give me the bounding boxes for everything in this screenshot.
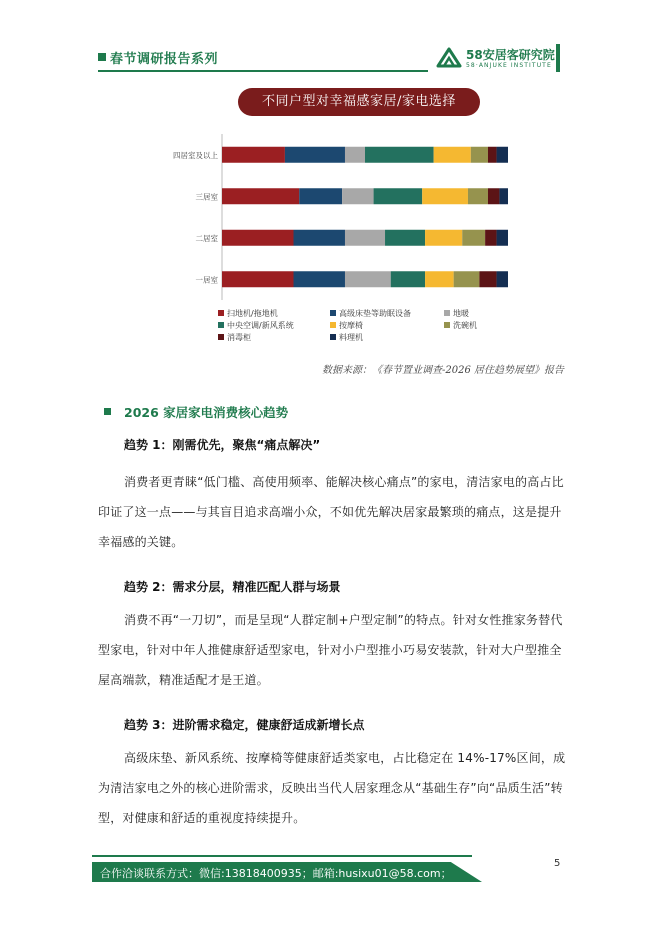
bar-segment (374, 188, 423, 204)
header-square-marker (98, 53, 106, 61)
report-series-title: 春节调研报告系列 (110, 52, 219, 67)
legend-item (330, 332, 363, 343)
category-label: 二居室 (195, 233, 218, 243)
chart-title: 不同户型对幸福感家居/家电选择 (238, 88, 480, 116)
legend-label: 地暖 (453, 309, 469, 318)
bar-segment (342, 188, 373, 204)
legend-swatch (444, 310, 450, 316)
bar-segment (425, 271, 454, 287)
legend-swatch (330, 334, 336, 340)
bar-segment (499, 188, 508, 204)
stacked-bar-chart (160, 128, 520, 304)
category-label: 一居室 (195, 275, 218, 285)
legend-item (218, 320, 294, 331)
category-label: 四居室及以上 (173, 150, 218, 160)
bar-segment (345, 147, 365, 163)
section-square-marker (104, 408, 111, 415)
bar-segment (391, 271, 425, 287)
legend-label: 中央空调/新风系统 (227, 321, 294, 330)
institute-logo (436, 44, 556, 76)
bar-segment (222, 188, 299, 204)
legend-swatch (330, 322, 336, 328)
bar-segment (488, 188, 499, 204)
bar-segment (468, 188, 488, 204)
trend-1-title: 趋势 1：刚需优先，聚焦“痛点解决” (124, 438, 321, 452)
bar-segment (488, 147, 497, 163)
bar-segment (365, 147, 434, 163)
legend-label: 高级床垫等助眠设备 (339, 309, 411, 318)
legend-swatch (218, 334, 224, 340)
trend-3-paragraph: 高级床垫、新风系统、按摩椅等健康舒适类家电，占比稳定在 14%-17%区间，成为清洁家电之外的核心进阶需求，反映出当代人居家理念从“基础生存”向“品质生活”转型，对健康和舒适的重视度持续提升。 (98, 751, 566, 825)
logo-chinese-name: 58安居客研究院 (466, 48, 555, 62)
bar-segment (222, 147, 285, 163)
legend-item (444, 320, 477, 331)
section-title: 2026 家居家电消费核心趋势 (124, 405, 289, 420)
footer-line (92, 855, 472, 857)
logo-english-name: 58·ANJUKE INSTITUTE (466, 62, 552, 69)
bar-segment (497, 147, 508, 163)
bar-segment (497, 230, 508, 246)
legend-item (330, 320, 363, 331)
bar-segment (222, 271, 294, 287)
legend-label: 扫地机/拖地机 (227, 309, 278, 318)
legend-label: 料理机 (339, 333, 363, 342)
trend-2-title: 趋势 2：需求分层，精准匹配人群与场景 (124, 580, 341, 594)
data-source-note: 数据来源：《春节置业调查-2026 居住趋势展望》报告 (321, 365, 564, 376)
legend-label: 消毒柜 (227, 333, 251, 342)
bar-segment (222, 230, 294, 246)
bar-segment (294, 271, 345, 287)
trend-2-paragraph: 消费不再“一刀切”，而是呈现“人群定制+户型定制”的特点。针对女性推家务替代型家电，针对中年人推健康舒适型家电，针对小户型推小巧易安装款，针对大户型推全屋高端款，精准适配才是王道。 (98, 613, 563, 687)
legend-swatch (218, 322, 224, 328)
category-label: 三居室 (195, 192, 218, 202)
bar-segment (479, 271, 496, 287)
legend-label: 按摩椅 (339, 321, 363, 330)
bar-segment (345, 271, 391, 287)
bar-segment (294, 230, 345, 246)
legend-item (218, 308, 278, 319)
bar-segment (471, 147, 488, 163)
bar-segment (385, 230, 425, 246)
trend-3-title: 趋势 3：进阶需求稳定，健康舒适成新增长点 (124, 718, 365, 732)
header-vertical-bar (556, 44, 560, 72)
legend-item (218, 332, 251, 343)
legend-label: 洗碗机 (453, 321, 477, 330)
bar-segment (299, 188, 342, 204)
bar-segment (434, 147, 471, 163)
legend-swatch (330, 310, 336, 316)
bar-segment (454, 271, 480, 287)
bar-segment (422, 188, 468, 204)
trend-1-paragraph: 消费者更青睐“低门槛、高使用频率、能解决核心痛点”的家电，清洁家电的高占比印证了这一点——与其盲目追求高端小众，不如优先解决居家最繁琐的痛点，这是提升幸福感的关键。 (98, 475, 564, 549)
bar-segment (497, 271, 508, 287)
house-logo-icon (436, 46, 462, 70)
legend-swatch (444, 322, 450, 328)
bar-segment (345, 230, 385, 246)
footer-contact: 合作洽谈联系方式：微信:13818400935；邮箱:husixu01@58.com； (100, 867, 452, 880)
legend-item (330, 308, 411, 319)
bar-segment (285, 147, 345, 163)
page-number: 5 (554, 858, 561, 869)
bar-segment (485, 230, 496, 246)
legend-item (444, 308, 469, 319)
header-underline (98, 70, 428, 72)
bar-segment (425, 230, 462, 246)
legend-swatch (218, 310, 224, 316)
bar-segment (462, 230, 485, 246)
